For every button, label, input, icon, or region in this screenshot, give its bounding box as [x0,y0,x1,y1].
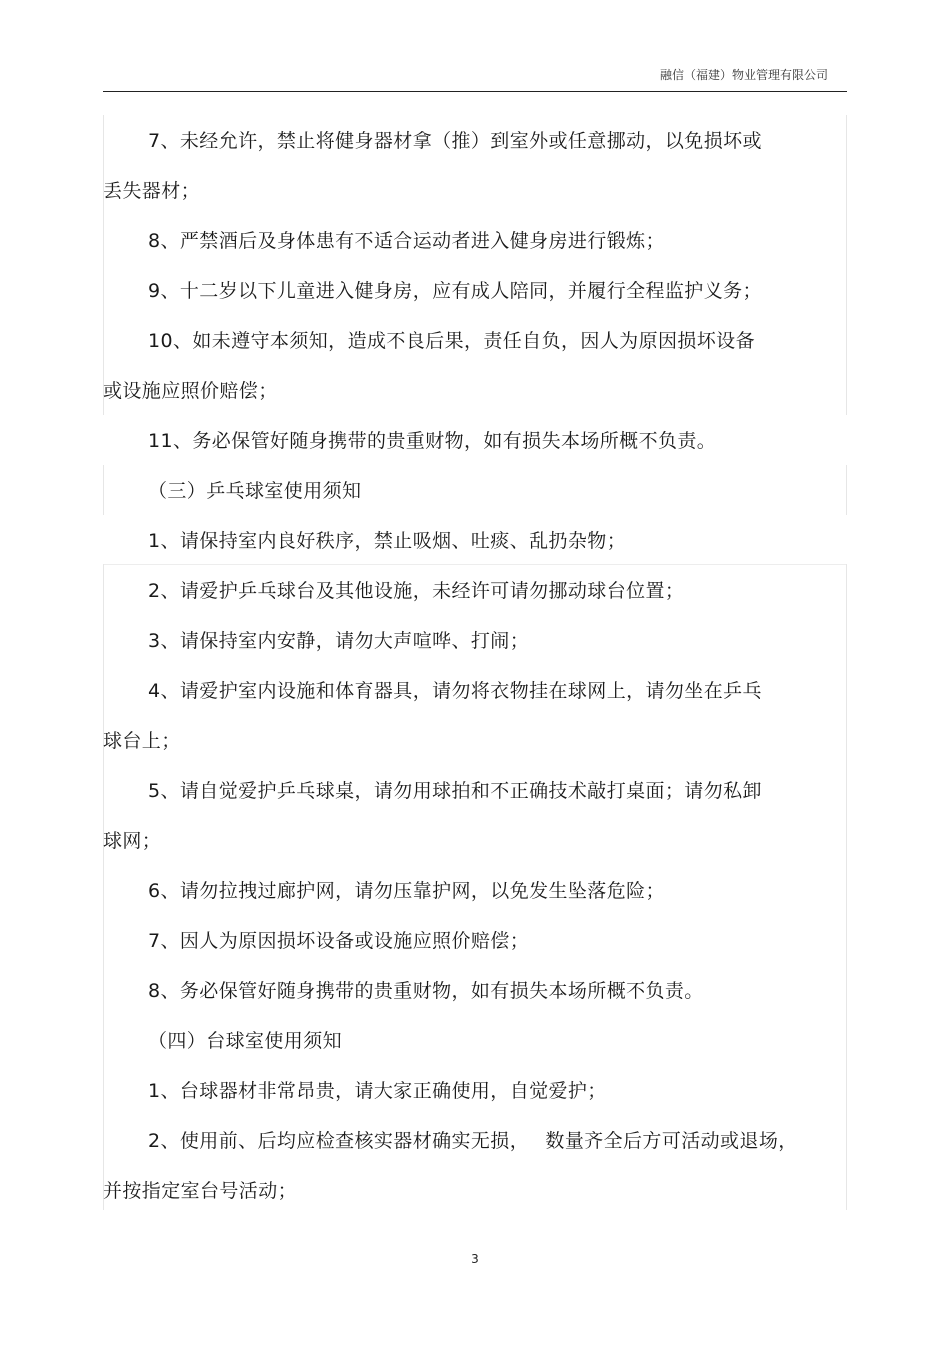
section-heading: （四）台球室使用须知 [148,1030,343,1052]
border-right-2 [846,465,847,515]
body-line: 1、台球器材非常昂贵，请大家正确使用，自觉爱护； [148,1080,607,1102]
body-line: 或设施应照价赔偿； [103,380,278,402]
section-heading: （三）乒乓球室使用须知 [148,480,362,502]
body-line: 2、请爱护乒乓球台及其他设施，未经许可请勿挪动球台位置； [148,580,685,602]
border-right-3 [846,564,847,1210]
body-line: 9、十二岁以下儿童进入健身房，应有成人陪同，并履行全程监护义务； [148,280,762,302]
body-line: 10、如未遵守本须知，造成不良后果，责任自负，因人为原因损坏设备 [148,330,755,352]
body-line: 1、请保持室内良好秩序，禁止吸烟、吐痰、乱扔杂物； [148,530,627,552]
border-top-3 [103,564,847,565]
body-line: 4、请爱护室内设施和体育器具，请勿将衣物挂在球网上，请勿坐在乒乓 [148,680,762,702]
header-rule [103,91,847,92]
body-line: 6、请勿拉拽过廊护网，请勿压靠护网，以免发生坠落危险； [148,880,665,902]
body-line: 7、未经允许，禁止将健身器材拿（推）到室外或任意挪动，以免损坏或 [148,130,762,152]
body-line: 丢失器材； [103,180,201,202]
border-right-1 [846,115,847,415]
border-left-3 [103,564,104,1210]
body-line: 球网； [103,830,162,852]
body-line: 3、请保持室内安静，请勿大声喧哗、打闹； [148,630,530,652]
header-company: 融信（福建）物业管理有限公司 [659,68,828,82]
body-line: 并按指定室台号活动； [103,1180,298,1202]
body-line: 8、严禁酒后及身体患有不适合运动者进入健身房进行锻炼； [148,230,665,252]
body-line: 球台上； [103,730,181,752]
border-left-1 [103,115,104,415]
body-line: 8、务必保管好随身携带的贵重财物，如有损失本场所概不负责。 [148,980,704,1002]
page-number: 3 [471,1252,479,1266]
body-line: 7、因人为原因损坏设备或设施应照价赔偿； [148,930,530,952]
body-line: 11、务必保管好随身携带的贵重财物，如有损失本场所概不负责。 [148,430,717,452]
body-line: 2、使用前、后均应检查核实器材确实无损， 数量齐全后方可活动或退场， [148,1130,798,1152]
body-line: 5、请自觉爱护乒乓球桌，请勿用球拍和不正确技术敲打桌面；请勿私卸 [148,780,762,802]
border-left-2 [103,465,104,515]
